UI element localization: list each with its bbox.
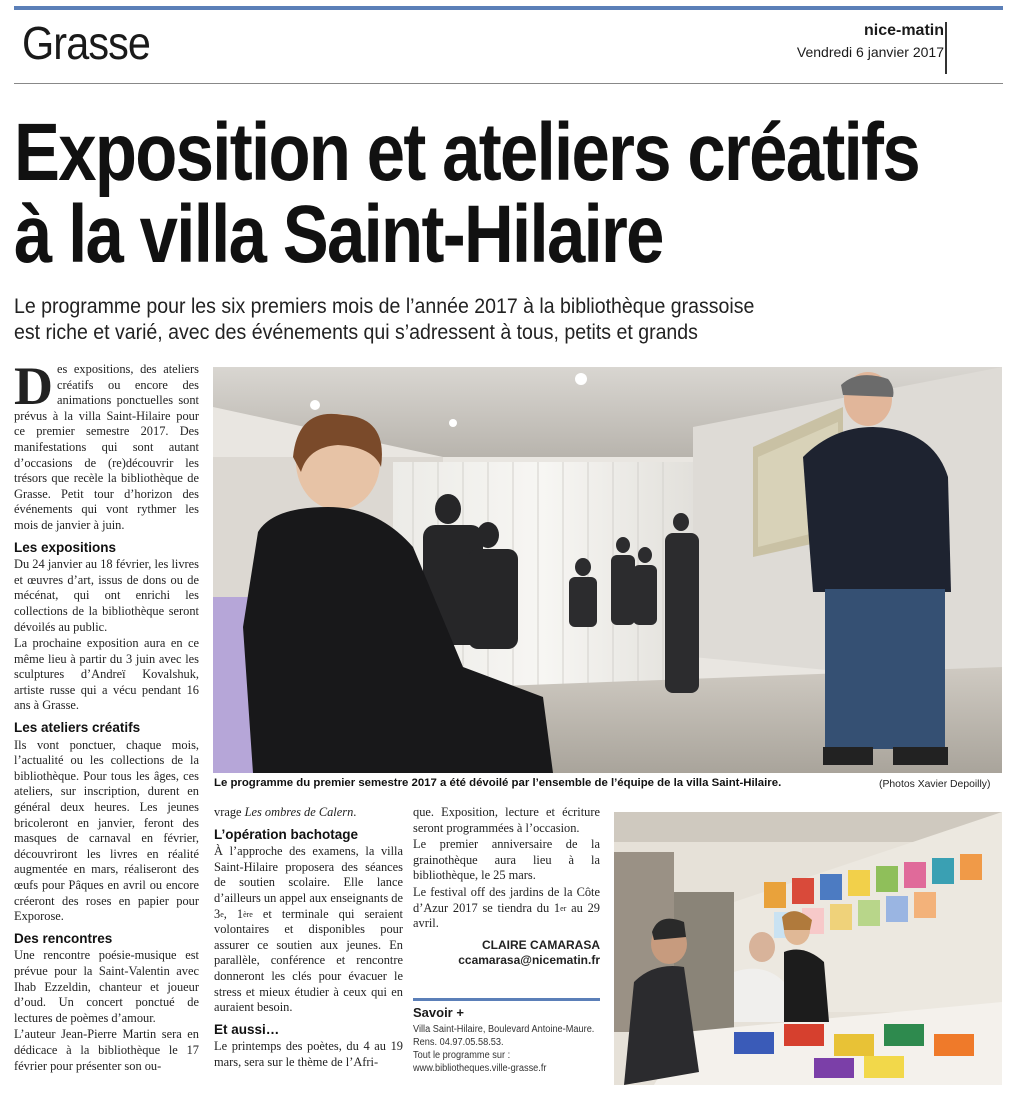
text-run: , 1	[223, 906, 244, 921]
headline-line-1: Exposition et ateliers créatifs	[14, 107, 919, 198]
paragraph: Le printemps des poètes, du 4 au 19 mars, sera sur le thème de l’Afri-	[214, 1039, 403, 1069]
intro-text: es expositions, des ateliers créatifs ou encore des animations ponctuelles sont prévus à la villa Saint-Hilaire pour ce premier semestre 2017. Des manifestations qui sont autant d’occasions de (re)découvrir les trésors que recèle la bibliothèque de Grasse. Petit tour d’horizon des événements qui vont rythmer les mois de janvier à juin.	[14, 362, 199, 532]
subhead-aussi: Et aussi…	[214, 1021, 280, 1037]
header-rule	[14, 83, 1003, 84]
paragraph: Le premier anniversaire de la grainothèque aura lieu à la bibliothèque, le 25 mars.	[413, 837, 600, 883]
standfirst-line-2: est riche et varié, avec des événements qui s’adressent à tous, petits et grands	[14, 321, 698, 344]
masthead	[797, 22, 944, 60]
paragraph: Une rencontre poésie-musique est prévue pour la Saint-Valentin avec Ihab Ezzeldin, chanteur et joueur d’oud. Un concert ponctué de lectures de poèmes d’amour.	[14, 948, 199, 1025]
info-box-title: Savoir +	[413, 1005, 464, 1020]
paragraph: La prochaine exposition aura en ce même lieu à partir du 3 juin avec les sculptures d’Andreï Kovalshuk, artiste russe qui a vécu pendant 16 ans à Grasse.	[14, 636, 199, 713]
headline	[14, 107, 919, 280]
info-address: Villa Saint-Hilaire, Boulevard Antoine-Maure.	[413, 1024, 595, 1035]
paragraph: Ils vont ponctuer, chaque mois, l’actualité ou les collections de la bibliothèque. Pour tous les âges, ces ateliers, sur inscription, durent en général deux heures. Les jeunes bricoleront en janvier, feront des masques de carnaval en février, découvriront les livres en réalité augmentée en mars, réaliseront des œufs pour Pâques en avril ou encore créeront des roses en papier pour Exporose.	[14, 737, 199, 924]
paragraph	[214, 805, 403, 821]
intro-paragraph	[14, 356, 199, 534]
section-title: Grasse	[22, 17, 151, 69]
main-photo	[213, 367, 1002, 773]
superscript: ère	[243, 909, 253, 919]
text-run: au 29 avril.	[413, 900, 601, 931]
text-run: Le festival off des jardins de la Côte d’Azur 2017 se tiendra du 1	[413, 884, 600, 915]
info-program-label: Tout le programme sur :	[413, 1050, 511, 1061]
info-website[interactable]: www.bibliotheques.ville-grasse.fr	[413, 1063, 547, 1074]
paragraph: que. Exposition, lecture et écriture seront programmées à l’occasion.	[413, 805, 600, 835]
text-run: vrage	[214, 805, 245, 819]
text-run: et terminale qui seraient volontaires et disponibles pour assurer ce soutien aux jeunes. En parallèle, conférence et rencontre donneront les clés pour évacuer le stress et mieux étudier à ceux qui en auraient besoin.	[214, 906, 403, 1015]
author-byline: CLAIRE CAMARASA	[482, 937, 600, 952]
issue-date: Vendredi 6 janvier 2017	[796, 44, 944, 60]
superscript: e	[220, 909, 224, 919]
newspaper-name: nice-matin	[863, 22, 944, 39]
standfirst	[14, 294, 754, 346]
text-run: À l’approche des examens, la villa Saint-Hilaire proposera des séances de soutien scolaire. Elle lance d’ailleurs un appel aux enseignants de 3	[214, 844, 403, 921]
subhead-rencontres: Des rencontres	[14, 930, 113, 946]
photo-credit: (Photos Xavier Depoilly)	[879, 779, 991, 790]
workshop-photo	[614, 812, 1002, 1085]
paragraph: Du 24 janvier au 18 février, les livres et œuvres d’art, issus de dons ou de mécénat, qui ont enrichi les collections de la bibliothèque seront dévoilés au public.	[14, 557, 199, 634]
masthead-divider	[945, 22, 947, 74]
info-phone: Rens. 04.97.05.58.53.	[413, 1037, 504, 1048]
subhead-bachotage: L’opération bachotage	[214, 826, 359, 842]
article-column-1	[14, 356, 199, 1075]
standfirst-line-1: Le programme pour les six premiers mois de l’année 2017 à la bibliothèque grassoise	[14, 295, 755, 318]
paragraph	[413, 885, 600, 932]
subhead-ateliers: Les ateliers créatifs	[14, 720, 141, 736]
superscript: er	[560, 903, 567, 913]
article-column-3	[413, 805, 600, 969]
top-accent-bar	[14, 6, 1003, 10]
paragraph	[214, 844, 403, 1016]
author-email[interactable]: ccamarasa@nicematin.fr	[458, 953, 600, 968]
book-title: Les ombres de Calern	[244, 805, 354, 819]
headline-line-2: à la villa Saint-Hilaire	[14, 189, 663, 280]
subhead-expositions: Les expositions	[14, 539, 117, 555]
paragraph: L’auteur Jean-Pierre Martin sera en dédicace à la bibliothèque le 17 février pour présenter son ou-	[14, 1027, 199, 1073]
drop-cap: D	[14, 356, 53, 416]
text-run: .	[353, 805, 357, 819]
info-box	[413, 998, 600, 1075]
article-column-2	[214, 805, 403, 1072]
photo-caption: Le programme du premier semestre 2017 a été dévoilé par l’ensemble de l’équipe de la villa Saint-Hilaire.	[214, 777, 782, 789]
